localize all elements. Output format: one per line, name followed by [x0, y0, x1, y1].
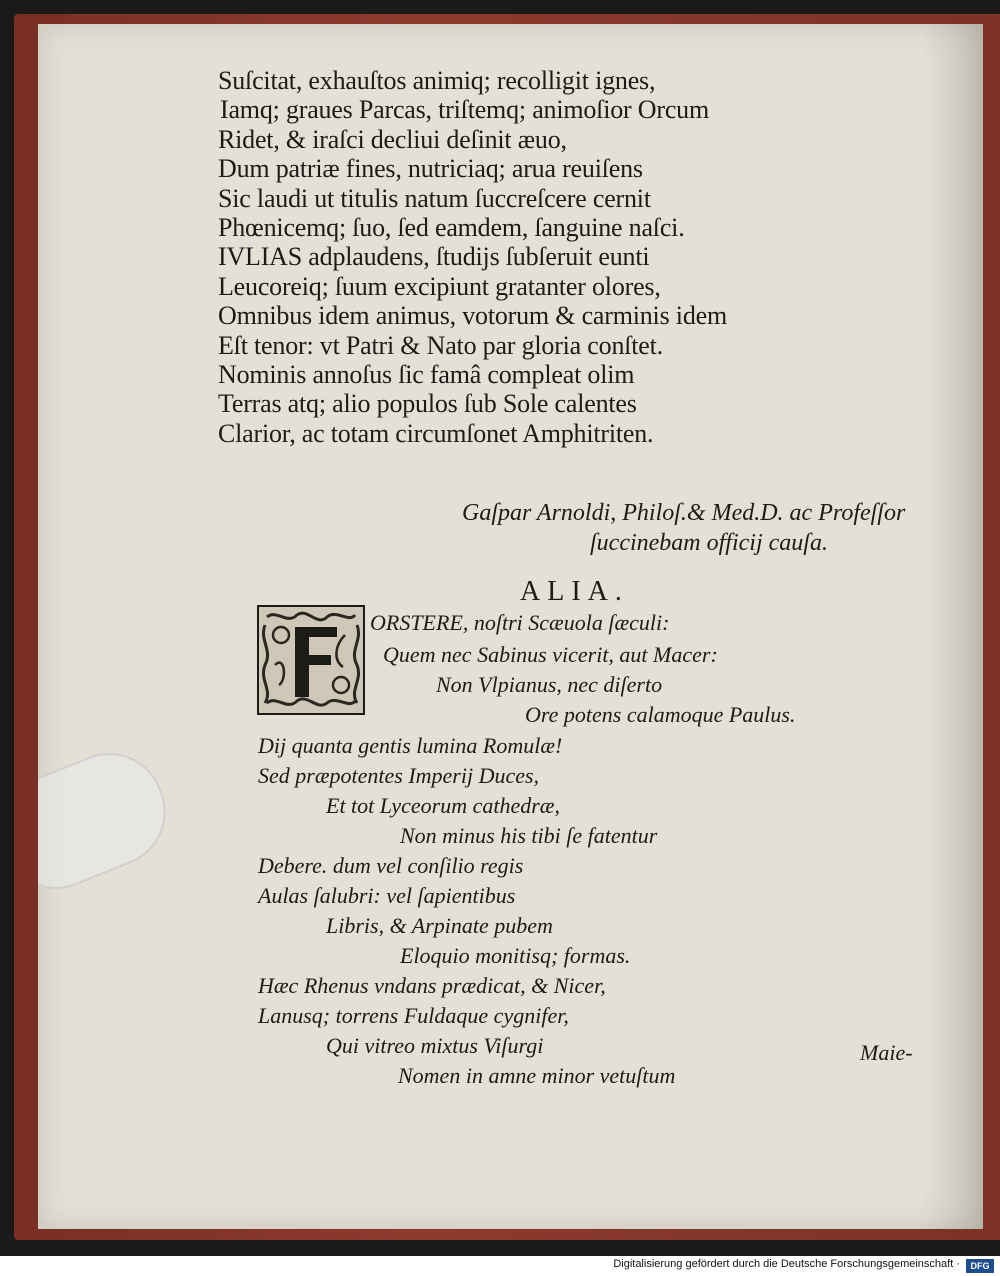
ode-line: Sed præpotentes Imperij Duces,	[258, 763, 540, 788]
verse-line: Eſt tenor: vt Patri & Nato par gloria conſtet.	[218, 330, 663, 360]
ode-line: Qui vitreo mixtus Viſurgi	[326, 1033, 544, 1058]
verse-line: IVLIAS adplaudens, ſtudijs ſubſeruit eunti	[218, 242, 650, 272]
ode-line: ORSTERE, noſtri Scæuola ſæculi:	[370, 610, 670, 635]
ode-line: Nomen in amne minor vetuſtum	[398, 1063, 676, 1088]
verse-line: Sic laudi ut titulis natum ſuccreſcere cernit	[218, 183, 651, 213]
verse-line: Terras atq; alio populos ſub Sole calentes	[218, 389, 637, 419]
verse-line: Iamq; graues Parcas, triſtemq; animoſior Orcum	[220, 95, 709, 125]
verse-line: Dum patriæ fines, nutriciaq; arua reuiſens	[218, 154, 643, 184]
verse-line: Nominis annoſus ſic famâ compleat olim	[218, 360, 635, 390]
signature-note: ſuccinebam officij cauſa.	[590, 530, 828, 556]
ode-line: Quem nec Sabinus vicerit, aut Macer:	[383, 642, 718, 667]
verse-line: Clarior, ac totam circumſonet Amphitriten.	[218, 418, 654, 448]
ode-line: Lanusq; torrens Fuldaque cygnifer,	[258, 1003, 569, 1028]
ode-line: Ore potens calamoque Paulus.	[525, 702, 796, 727]
ode-line: Non Vlpianus, nec diſerto	[436, 672, 663, 697]
ode-line: Debere. dum vel conſilio regis	[258, 853, 524, 878]
verse-line: Ridet, & iraſci decliui deſinit æuo,	[218, 124, 567, 154]
ode-line: Hæc Rhenus vndans prædicat, & Nicer,	[258, 973, 606, 998]
ode-line: Libris, & Arpinate pubem	[326, 913, 553, 938]
signature-name: Gaſpar Arnoldi, Philoſ.& Med.D. ac Profeſſor	[462, 500, 906, 526]
ode-line: Dij quanta gentis lumina Romulæ!	[258, 733, 563, 758]
footer-credit: Digitalisierung gefördert durch die Deutsche Forschungsgemeinschaft ·	[613, 1258, 960, 1270]
verse-line: Phœnicemq; ſuo, ſed eamdem, ſanguine naſci.	[218, 213, 685, 243]
ode-line: Et tot Lyceorum cathedræ,	[326, 793, 560, 818]
verse-line: Suſcitat, exhauſtos animiq; recolligit ignes,	[218, 66, 656, 95]
ode-line: Non minus his tibi ſe fatentur	[400, 823, 658, 848]
footer-bar	[0, 1256, 1000, 1276]
page-tab-marker	[38, 736, 182, 905]
verse-line: Omnibus idem animus, votorum & carminis idem	[218, 301, 727, 331]
dfg-logo-icon: DFG	[966, 1259, 994, 1273]
verse-line: Leucoreiq; ſuum excipiunt gratanter olores,	[218, 271, 661, 301]
decorated-initial-F-icon	[257, 605, 365, 715]
ode-line: Aulas ſalubri: vel ſapientibus	[258, 883, 516, 908]
poem-verse	[218, 66, 727, 448]
section-heading: ALIA.	[520, 576, 629, 607]
catchword: Maie-	[860, 1040, 913, 1065]
ode-line: Eloquio monitisq; formas.	[400, 943, 631, 968]
